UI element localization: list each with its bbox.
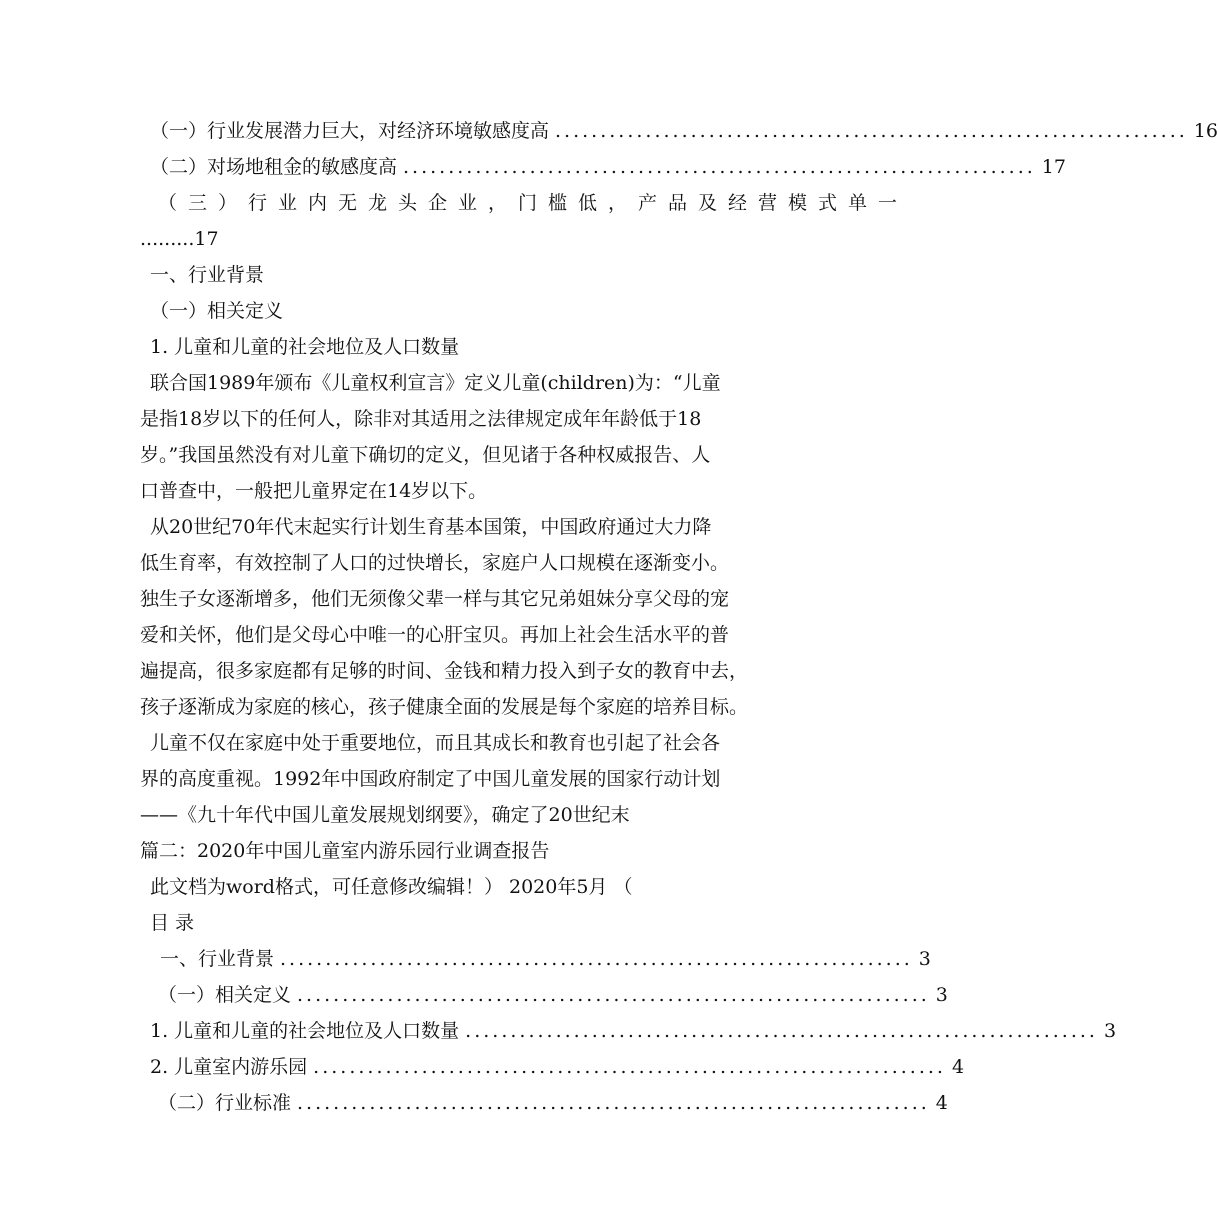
paragraph-line: 口普查中，一般把儿童界定在14岁以下。 [140, 480, 488, 502]
toc-entry-page: 4 [951, 1056, 965, 1078]
paragraph-line: 联合国1989年颁布《儿童权利宣言》定义儿童(children)为：“儿童 [150, 372, 721, 394]
paragraph-line: 爱和关怀，他们是父母心中唯一的心肝宝贝。再加上社会生活水平的普 [140, 624, 730, 646]
toc-entry [160, 946, 931, 972]
part-title: 篇二：2020年中国儿童室内游乐园行业调查报告 [140, 840, 550, 862]
toc-entry-page: 4 [935, 1092, 948, 1114]
item-heading: 1. 儿童和儿童的社会地位及人口数量 [150, 336, 460, 358]
toc-entry-title: （二）行业标准 [158, 1092, 292, 1114]
toc-entry-page: 17 [1041, 156, 1066, 178]
toc-entry [158, 1090, 948, 1116]
toc-entry [150, 118, 1218, 144]
paragraph-line: 低生育率，有效控制了人口的过快增长，家庭户人口规模在逐渐变小。 [140, 552, 730, 574]
paragraph-line: 孩子逐渐成为家庭的核心，孩子健康全面的发展是每个家庭的培养目标。 [140, 696, 749, 718]
toc-entry-title: 1. 儿童和儿童的社会地位及人口数量 [150, 1020, 460, 1042]
toc-entry-title: （二）对场地租金的敏感度高 [150, 156, 398, 178]
toc-entry [150, 1054, 965, 1080]
paragraph-line: 儿童不仅在家庭中处于重要地位，而且其成长和教育也引起了社会各 [150, 732, 721, 754]
toc-entry-page: 16 [1193, 120, 1218, 142]
paragraph-line: 是指18岁以下的任何人，除非对其适用之法律规定成年年龄低于18 [140, 408, 702, 430]
toc-entry-wrapped-tail: .........17 [140, 228, 219, 250]
toc-entry-title: （一）相关定义 [158, 984, 292, 1006]
toc-heading: 目 录 [150, 912, 195, 934]
toc-dot-leader: ...................................................................... [280, 948, 913, 970]
toc-entry-page: 3 [918, 948, 931, 970]
paragraph-line: ——《九十年代中国儿童发展规划纲要》，确定了20世纪末 [140, 804, 630, 826]
section-heading: 一、行业背景 [150, 264, 265, 286]
toc-dot-leader: ...................................................................... [403, 156, 1036, 178]
document-note: 此文档为word格式，可任意修改编辑！） 2020年5月 （ [150, 876, 633, 898]
toc-entry [158, 982, 948, 1008]
toc-dot-leader: ...................................................................... [297, 984, 930, 1006]
toc-entry [150, 154, 1066, 180]
paragraph-line: 界的高度重视。1992年中国政府制定了中国儿童发展的国家行动计划 [140, 768, 721, 790]
toc-entry-title: （一）行业发展潜力巨大，对经济环境敏感度高 [150, 120, 550, 142]
paragraph-line: 岁。”我国虽然没有对儿童下确切的定义，但见诸于各种权威报告、人 [140, 444, 711, 466]
toc-entry-wrapped-title: （三）行业内无龙头企业，门槛低，产品及经营模式单一 [158, 192, 909, 214]
toc-entry-title: 一、行业背景 [160, 948, 275, 970]
subsection-heading: （一）相关定义 [150, 300, 284, 322]
toc-entry [150, 1018, 1117, 1044]
toc-entry-page: 3 [1103, 1020, 1117, 1042]
toc-dot-leader: ...................................................................... [465, 1020, 1098, 1042]
toc-dot-leader: ...................................................................... [313, 1056, 946, 1078]
paragraph-line: 独生子女逐渐增多，他们无须像父辈一样与其它兄弟姐妹分享父母的宠 [140, 588, 730, 610]
toc-entry-title: 2. 儿童室内游乐园 [150, 1056, 308, 1078]
toc-entry-page: 3 [935, 984, 948, 1006]
toc-dot-leader: ...................................................................... [555, 120, 1188, 142]
toc-dot-leader: ...................................................................... [297, 1092, 930, 1114]
paragraph-line: 遍提高，很多家庭都有足够的时间、金钱和精力投入到子女的教育中去， [140, 660, 749, 682]
paragraph-line: 从20世纪70年代末起实行计划生育基本国策，中国政府通过大力降 [150, 516, 712, 538]
